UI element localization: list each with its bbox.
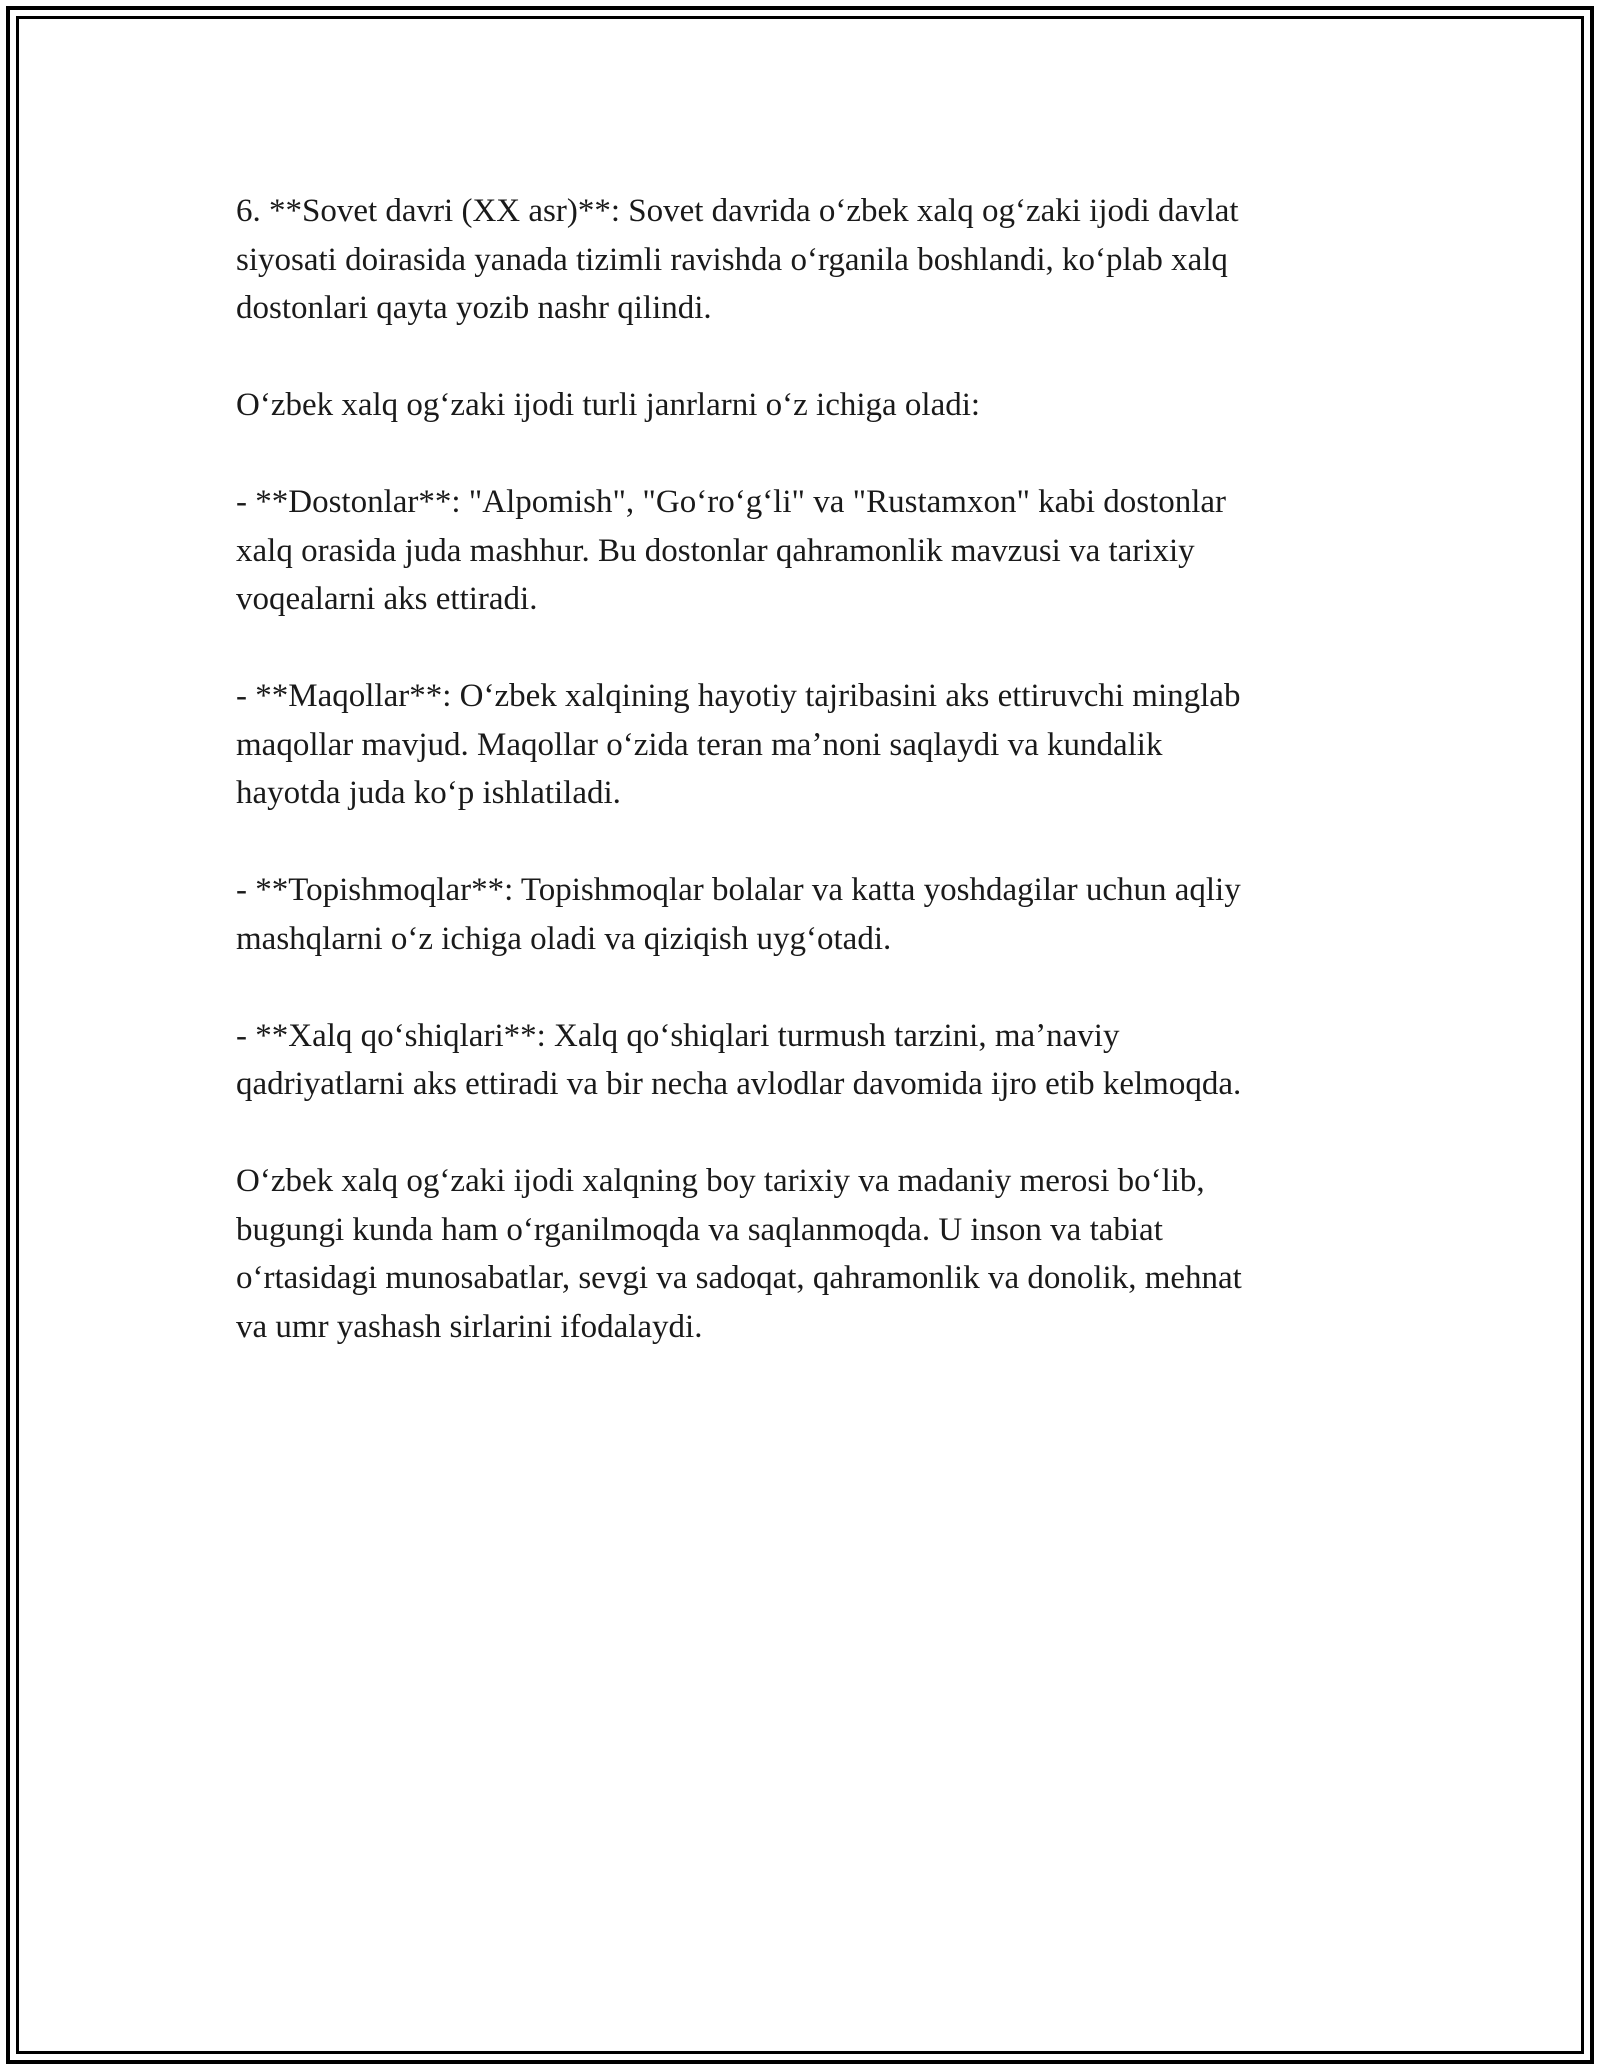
paragraph-conclusion: Oʻzbek xalq ogʻzaki ijodi xalqning boy tarixiy va madaniy merosi boʻlib, bugungi kunda ham oʻrganilmoqda va saqlanmoqda. U inson va tabiat oʻrtasidagi munosabatlar, sevgi va sadoqat, qahramonlik va donolik, mehnat va umr yashash sirlarini ifodalaydi. <box>236 1163 1242 1345</box>
paragraph-soviet-period: 6. **Sovet davri (XX asr)**: Sovet davrida oʻzbek xalq ogʻzaki ijodi davlat siyosati doirasida yanada tizimli ravishda oʻrganila boshlandi, koʻplab xalq dostonlari qayta yozib nashr qilindi. <box>236 193 1239 326</box>
paragraph-maqollar: - **Maqollar**: Oʻzbek xalqining hayotiy tajribasini aks ettiruvchi minglab maqollar mavjud. Maqollar oʻzida teran maʼnoni saqlaydi va kundalik hayotda juda koʻp ishlatiladi. <box>236 678 1241 811</box>
document-body <box>236 187 1376 1400</box>
paragraph-topishmoqlar: - **Topishmoqlar**: Topishmoqlar bolalar va katta yoshdagilar uchun aqliy mashqlarni oʻz ichiga oladi va qiziqish uygʻotadi. <box>236 872 1241 957</box>
paragraph-xalq-qoshiqlari: - **Xalq qoʻshiqlari**: Xalq qoʻshiqlari turmush tarzini, maʼnaviy qadriyatlarni aks ettiradi va bir necha avlodlar davomida ijro etib kelmoqda. <box>236 1017 1242 1102</box>
paragraph-genres-intro: Oʻzbek xalq ogʻzaki ijodi turli janrlarni oʻz ichiga oladi: <box>236 387 981 423</box>
paragraph-dostonlar: - **Dostonlar**: "Alpomish", "Goʻroʻgʻli" va "Rustamxon" kabi dostonlar xalq orasida juda mashhur. Bu dostonlar qahramonlik mavzusi va tarixiy voqealarni aks ettiradi. <box>236 484 1227 617</box>
